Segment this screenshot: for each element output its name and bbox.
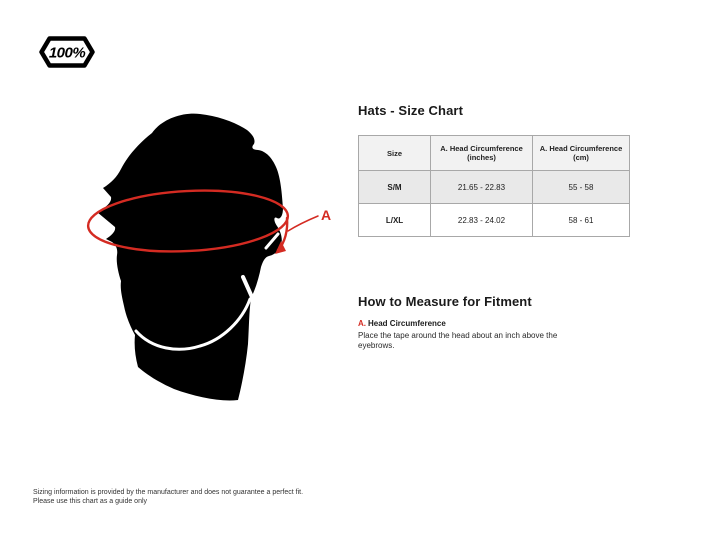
percent-badge-icon <box>39 33 95 71</box>
table-row-lxl <box>359 204 630 237</box>
table-row-sm <box>359 171 630 204</box>
size-value: L/XL <box>359 204 431 237</box>
disclaimer-line-1: Sizing information is provided by the manufacturer and does not guarantee a perfect fit. <box>33 489 304 496</box>
table-header-row <box>359 136 630 171</box>
size-chart-title: Hats - Size Chart <box>358 103 464 118</box>
how-to-measure-section <box>358 294 588 351</box>
brand-logo <box>39 33 95 71</box>
disclaimer-line-2: Please use this chart as a guide only <box>33 498 148 505</box>
how-to-measure-title: How to Measure for Fitment <box>358 294 532 309</box>
size-chart-section <box>358 103 630 237</box>
marker-a-label: A <box>321 207 332 223</box>
measurement-label <box>358 319 588 328</box>
measurement-name: Head Circumference <box>368 319 446 328</box>
marker-pointer-line <box>288 216 318 231</box>
measurement-instructions: Place the tape around the head about an inch above the eyebrows. <box>358 331 558 350</box>
head-silhouette <box>97 114 283 401</box>
measurement-key: A. <box>358 319 366 328</box>
size-value: S/M <box>359 171 431 204</box>
inches-value: 21.65 - 22.83 <box>431 171 533 204</box>
head-silhouette-icon <box>78 106 343 436</box>
column-header-cm: A. Head Circumference (cm) <box>533 136 630 171</box>
disclaimer <box>33 488 303 506</box>
inches-value: 22.83 - 24.02 <box>431 204 533 237</box>
column-header-inches: A. Head Circumference (inches) <box>431 136 533 171</box>
head-measurement-figure <box>78 106 343 436</box>
logo-text: 100% <box>48 44 86 62</box>
cm-value: 55 - 58 <box>533 171 630 204</box>
size-chart-table <box>358 135 630 237</box>
cm-value: 58 - 61 <box>533 204 630 237</box>
column-header-size: Size <box>359 136 431 171</box>
